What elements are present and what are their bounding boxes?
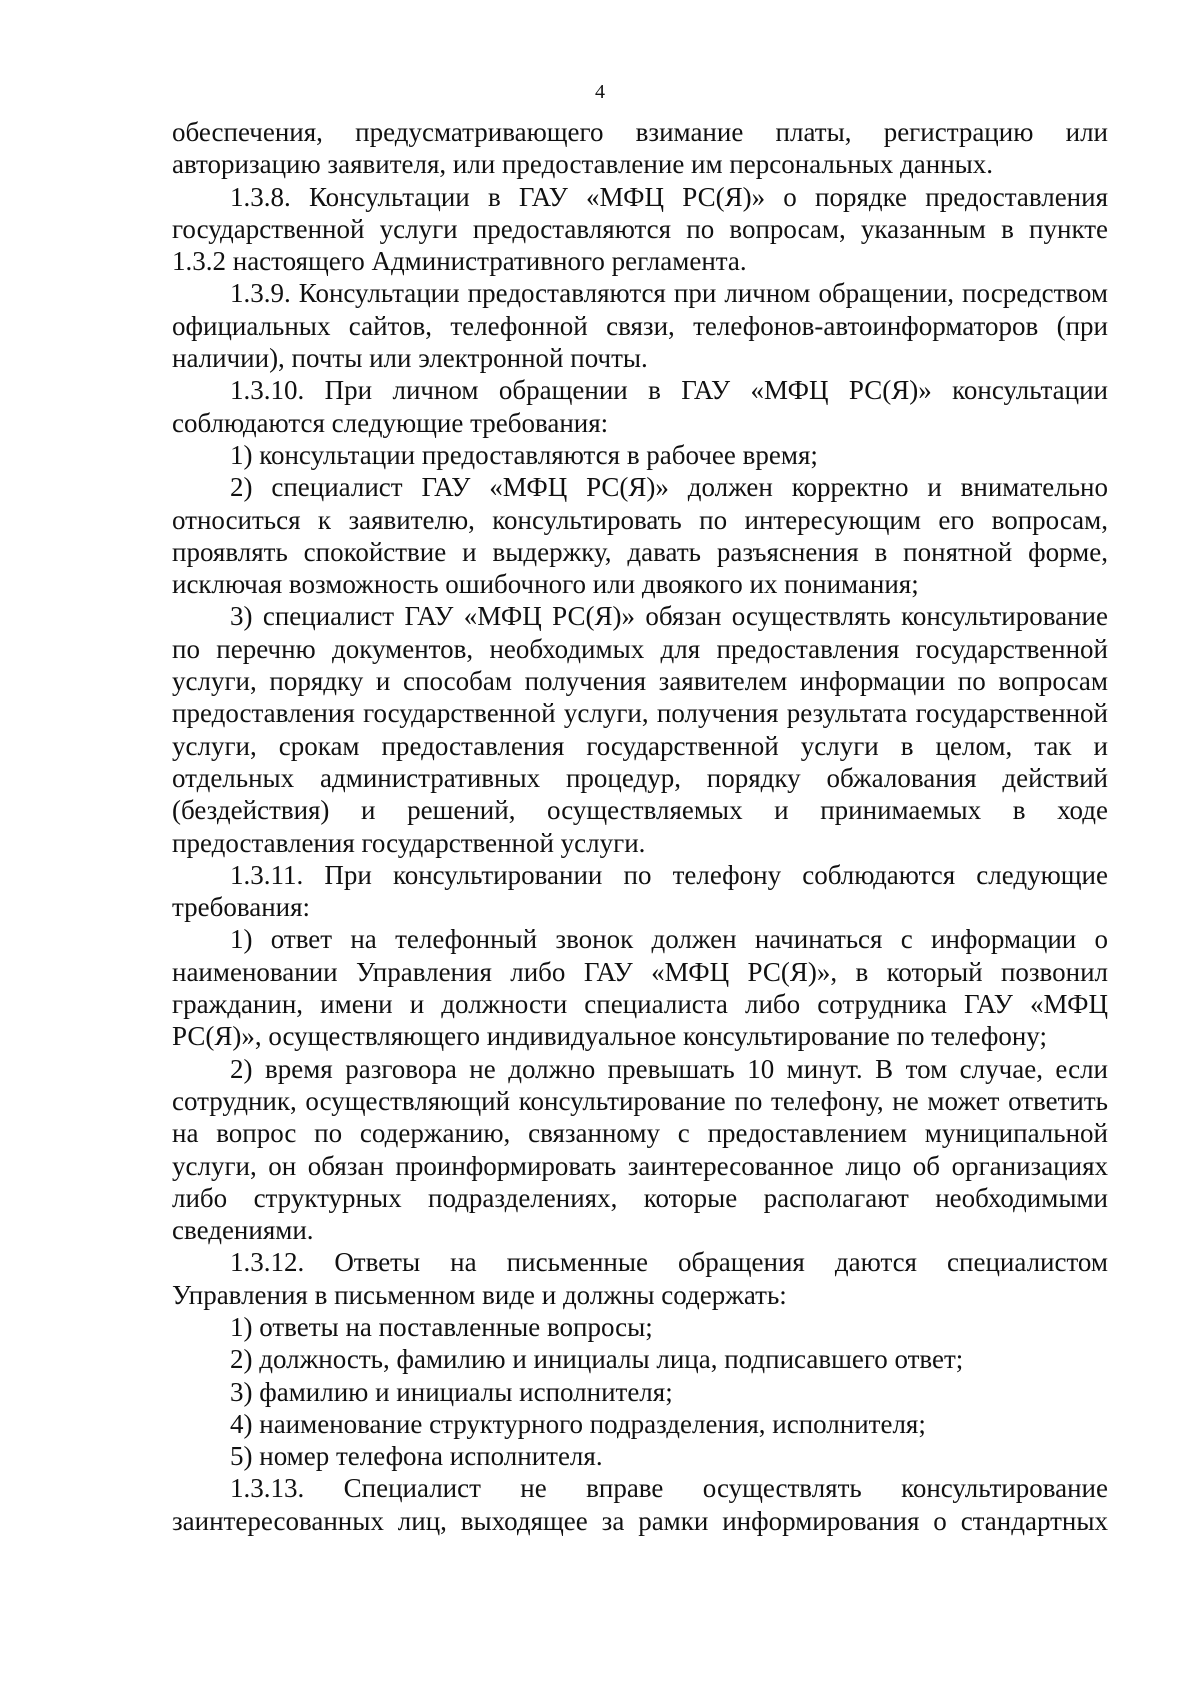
list-item: 1) ответ на телефонный звонок должен начинаться с информации о наименовании Управления либо ГАУ «МФЦ РС(Я)», в который позвонил гражданин, имени и должности специалиста либо сотрудника ГАУ «МФЦ РС(Я)», осуществляющего индивидуальное консультирование по телефону;	[172, 924, 1108, 1052]
paragraph: обеспечения, предусматривающего взимание платы, регистрацию или авторизацию заявителя, или предоставление им персональных данных.	[172, 117, 1108, 180]
paragraph: 1.3.10. При личном обращении в ГАУ «МФЦ РС(Я)» консультации соблюдаются следующие требования:	[172, 375, 1108, 438]
list-item: 3) специалист ГАУ «МФЦ РС(Я)» обязан осуществлять консультирование по перечню документов, необходимых для предоставления государственной услуги, порядку и способам получения заявителем информации по вопросам предоставления государственной услуги, получения результата государственной услуги, срокам предоставления государственной услуги в целом, так и отдельных административных процедур, порядку обжалования действий (бездействия) и решений, осуществляемых и принимаемых в ходе предоставления государственной услуги.	[172, 601, 1108, 858]
list-item: 5) номер телефона исполнителя.	[230, 1441, 603, 1472]
list-item: 3) фамилию и инициалы исполнителя;	[230, 1376, 673, 1407]
list-item: 2) специалист ГАУ «МФЦ РС(Я)» должен корректно и внимательно относиться к заявителю, консультировать по интересующим его вопросам, проявлять спокойствие и выдержку, давать разъяснения в понятной форме, исключая возможность ошибочного или двоякого их понимания;	[172, 472, 1108, 600]
paragraph: 1.3.13. Специалист не вправе осуществлять консультирование заинтересованных лиц, выходящее за рамки информирования о стандартных	[172, 1473, 1108, 1536]
document-body	[172, 116, 1108, 1537]
list-item: 2) должность, фамилию и инициалы лица, подписавшего ответ;	[230, 1344, 964, 1375]
page-number: 4	[595, 81, 605, 103]
list-item: 2) время разговора не должно превышать 10 минут. В том случае, если сотрудник, осуществляющий консультирование по телефону, не может ответить на вопрос по содержанию, связанному с предоставлением муниципальной услуги, он обязан проинформировать заинтересованное лицо об организациях либо структурных подразделениях, которые располагают необходимыми сведениями.	[172, 1053, 1108, 1246]
list-item: 4) наименование структурного подразделения, исполнителя;	[230, 1408, 926, 1439]
list-item: 1) консультации предоставляются в рабочее время;	[230, 439, 818, 470]
paragraph: 1.3.11. При консультировании по телефону соблюдаются следующие требования:	[172, 859, 1108, 923]
paragraph: 1.3.12. Ответы на письменные обращения даются специалистом Управления в письменном виде и должны содержать:	[172, 1247, 1108, 1310]
list-item: 1) ответы на поставленные вопросы;	[230, 1311, 653, 1342]
paragraph: 1.3.8. Консультации в ГАУ «МФЦ РС(Я)» о порядке предоставления государственной услуги предоставляются по вопросам, указанным в пункте 1.3.2 настоящего Административного регламента.	[172, 181, 1108, 277]
paragraph: 1.3.9. Консультации предоставляются при личном обращении, посредством официальных сайтов, телефонной связи, телефонов-автоинформаторов (при наличии), почты или электронной почты.	[172, 278, 1108, 374]
